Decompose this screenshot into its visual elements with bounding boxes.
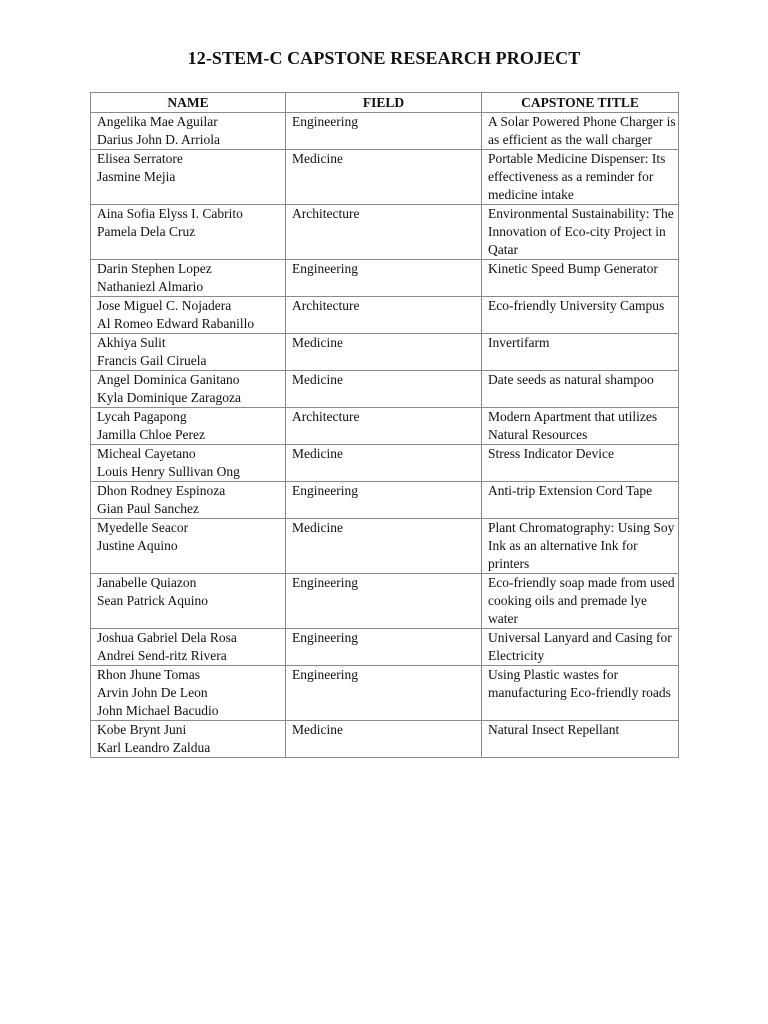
document-title: 12-STEM-C CAPSTONE RESEARCH PROJECT (187, 48, 581, 68)
field-cell: Medicine (286, 721, 482, 758)
field-cell: Medicine (286, 371, 482, 408)
table-row (91, 334, 679, 371)
names-cell (91, 113, 286, 150)
student-name: Sean Patrick Aquino (97, 593, 208, 608)
capstone-title-cell: Eco-friendly University Campus (482, 297, 679, 334)
student-name: Aina Sofia Elyss I. Cabrito (97, 206, 243, 221)
student-name: Akhiya Sulit (97, 335, 166, 350)
table-body (91, 113, 679, 758)
student-name: Angel Dominica Ganitano (97, 372, 240, 387)
capstone-title-cell: Using Plastic wastes for manufacturing Eco-friendly roads (482, 666, 679, 721)
names-cell (91, 445, 286, 482)
capstone-table (90, 92, 679, 758)
table-row (91, 574, 679, 629)
capstone-title-cell: Date seeds as natural shampoo (482, 371, 679, 408)
student-name: Karl Leandro Zaldua (97, 740, 211, 755)
field-cell: Engineering (286, 482, 482, 519)
capstone-title-cell: Plant Chromatography: Using Soy Ink as an alternative Ink for printers (482, 519, 679, 574)
student-name: John Michael Bacudio (97, 703, 219, 718)
table-row (91, 150, 679, 205)
capstone-title-cell: Anti-trip Extension Cord Tape (482, 482, 679, 519)
student-name: Kyla Dominique Zaragoza (97, 390, 241, 405)
names-cell (91, 721, 286, 758)
names-cell (91, 205, 286, 260)
names-cell (91, 150, 286, 205)
student-name: Rhon Jhune Tomas (97, 667, 201, 682)
student-name: Louis Henry Sullivan Ong (97, 464, 240, 479)
names-cell (91, 574, 286, 629)
header-name: NAME (91, 93, 286, 113)
field-cell: Architecture (286, 205, 482, 260)
student-name: Joshua Gabriel Dela Rosa (97, 630, 237, 645)
student-name: Al Romeo Edward Rabanillo (97, 316, 255, 331)
field-cell: Architecture (286, 297, 482, 334)
field-cell: Engineering (286, 113, 482, 150)
capstone-title-cell: Stress Indicator Device (482, 445, 679, 482)
names-cell (91, 482, 286, 519)
names-cell (91, 334, 286, 371)
capstone-title-cell: Universal Lanyard and Casing for Electricity (482, 629, 679, 666)
capstone-title-cell: Eco-friendly soap made from used cooking oils and premade lye water (482, 574, 679, 629)
table-row (91, 408, 679, 445)
table-header-row (91, 93, 679, 113)
student-name: Janabelle Quiazon (97, 575, 197, 590)
student-name: Jose Miguel C. Nojadera (97, 298, 232, 313)
table-row (91, 629, 679, 666)
names-cell (91, 666, 286, 721)
student-name: Darius John D. Arriola (97, 132, 220, 147)
student-name: Dhon Rodney Espinoza (97, 483, 226, 498)
student-name: Jamilla Chloe Perez (97, 427, 205, 442)
table-row (91, 519, 679, 574)
capstone-title-cell: Kinetic Speed Bump Generator (482, 260, 679, 297)
student-name: Kobe Brynt Juni (97, 722, 187, 737)
field-cell: Engineering (286, 574, 482, 629)
field-cell: Engineering (286, 260, 482, 297)
student-name: Elisea Serratore (97, 151, 183, 166)
field-cell: Engineering (286, 666, 482, 721)
names-cell (91, 629, 286, 666)
capstone-title-cell: A Solar Powered Phone Charger is as efficient as the wall charger (482, 113, 679, 150)
capstone-title-cell: Natural Insect Repellant (482, 721, 679, 758)
names-cell (91, 297, 286, 334)
field-cell: Medicine (286, 445, 482, 482)
field-cell: Medicine (286, 150, 482, 205)
student-name: Micheal Cayetano (97, 446, 196, 461)
capstone-title-cell: Invertifarm (482, 334, 679, 371)
field-cell: Medicine (286, 334, 482, 371)
table-row (91, 721, 679, 758)
table-row (91, 666, 679, 721)
names-cell (91, 371, 286, 408)
table-row (91, 445, 679, 482)
table-row (91, 371, 679, 408)
student-name: Myedelle Seacor (97, 520, 189, 535)
capstone-title-cell: Portable Medicine Dispenser: Its effectiveness as a reminder for medicine intake (482, 150, 679, 205)
student-name: Jasmine Mejia (97, 169, 176, 184)
table-row (91, 482, 679, 519)
table-row (91, 205, 679, 260)
names-cell (91, 519, 286, 574)
names-cell (91, 408, 286, 445)
header-field: FIELD (286, 93, 482, 113)
student-name: Angelika Mae Aguilar (97, 114, 218, 129)
student-name: Darin Stephen Lopez (97, 261, 212, 276)
names-cell (91, 260, 286, 297)
capstone-title-cell: Modern Apartment that utilizes Natural Resources (482, 408, 679, 445)
capstone-title-cell: Environmental Sustainability: The Innovation of Eco-city Project in Qatar (482, 205, 679, 260)
table-row (91, 260, 679, 297)
student-name: Lycah Pagapong (97, 409, 187, 424)
student-name: Gian Paul Sanchez (97, 501, 199, 516)
student-name: Nathaniezl Almario (97, 279, 204, 294)
student-name: Andrei Send-ritz Rivera (97, 648, 227, 663)
header-capstone-title: CAPSTONE TITLE (482, 93, 679, 113)
table-row (91, 297, 679, 334)
student-name: Arvin John De Leon (97, 685, 208, 700)
field-cell: Engineering (286, 629, 482, 666)
student-name: Francis Gail Ciruela (97, 353, 207, 368)
student-name: Justine Aquino (97, 538, 178, 553)
field-cell: Medicine (286, 519, 482, 574)
student-name: Pamela Dela Cruz (97, 224, 196, 239)
table-row (91, 113, 679, 150)
field-cell: Architecture (286, 408, 482, 445)
